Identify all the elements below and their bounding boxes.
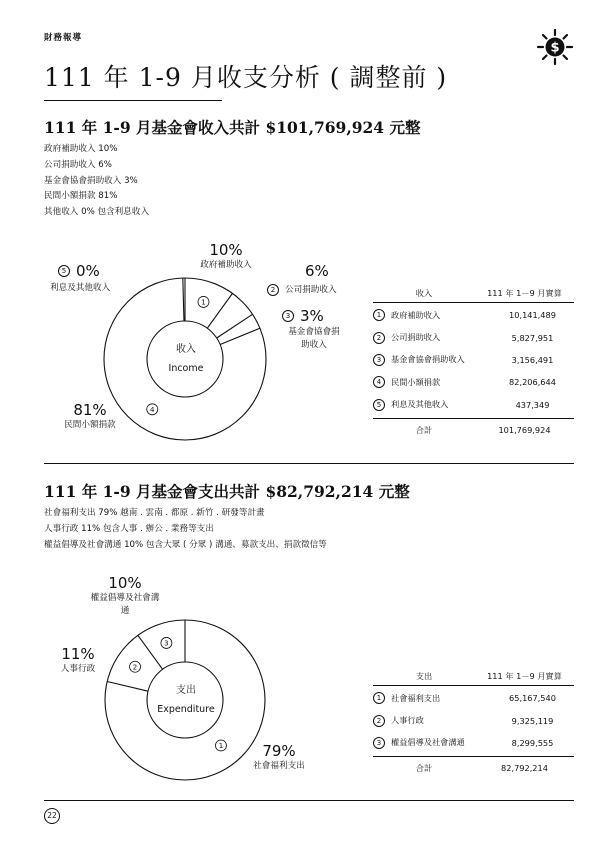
svg-text:$: $ xyxy=(550,40,560,56)
row-marker: 1 xyxy=(373,309,385,321)
income-marker-text-1: 1 xyxy=(201,298,206,307)
income-label-4: 民間小額捐款 xyxy=(64,420,116,430)
income-pct-2: 6% xyxy=(305,262,329,280)
row-marker: 5 xyxy=(373,399,385,411)
total-value: 82,792,214 xyxy=(501,763,548,774)
row-marker: 1 xyxy=(373,692,385,704)
expense-center-zh: 支出 xyxy=(176,685,196,696)
income-note: 基金會協會捐助收入 3% xyxy=(44,175,138,186)
income-pct-4: 81% xyxy=(73,401,107,419)
expense-pct-1: 79% xyxy=(262,742,296,760)
expense-table-col2: 111 年 1－9 月實算 xyxy=(487,671,562,681)
income-note: 其他收入 0% 包含利息收入 xyxy=(44,207,150,218)
expense-label-1: 社會福利支出 xyxy=(253,761,305,771)
income-pct-1: 10% xyxy=(209,241,243,259)
income-label-2: 公司捐助收入 xyxy=(285,285,337,295)
income-marker-text-4: 4 xyxy=(150,405,155,414)
expense-label-3: 權益倡導及社會溝通 xyxy=(90,593,160,616)
income-table-col1: 收入 xyxy=(415,288,433,298)
row-value: 3,156,491 xyxy=(511,354,554,365)
income-label-1: 政府補助收入 xyxy=(200,260,252,270)
row-name: 基金會協會捐助收入 xyxy=(391,354,465,365)
expense-pct-2: 11% xyxy=(61,645,95,663)
row-name: 社會福利支出 xyxy=(391,692,441,703)
page-number: 22 xyxy=(44,808,60,824)
expense-pct-3: 10% xyxy=(108,574,142,592)
table-row xyxy=(373,687,574,709)
income-marker-3: 3 xyxy=(282,310,294,322)
row-value: 10,141,489 xyxy=(509,310,556,321)
income-pct-5: 0% xyxy=(76,262,100,280)
expense-label-2: 人事行政 xyxy=(60,664,96,674)
row-name: 人事行政 xyxy=(391,715,424,726)
row-name: 民間小額捐款 xyxy=(391,376,441,387)
total-label: 合計 xyxy=(415,762,433,773)
expense-heading: 111 年 1-9 月基金會支出共計 $82,792,214 元整 xyxy=(44,482,410,501)
table-row xyxy=(373,709,574,731)
row-value: 65,167,540 xyxy=(509,693,556,704)
expense-slice-2 xyxy=(107,682,148,692)
income-heading: 111 年 1-9 月基金會收入共計 $101,769,924 元整 xyxy=(44,118,421,137)
expense-note: 人事行政 11% 包含人事 . 辦公 . 業務等支出 xyxy=(44,523,214,534)
row-value: 9,325,119 xyxy=(511,715,554,726)
expense-center-en: Expenditure xyxy=(157,703,215,715)
row-value: 5,827,951 xyxy=(511,332,554,343)
total-value: 101,769,924 xyxy=(498,425,551,436)
income-center-zh: 收入 xyxy=(176,344,196,355)
income-marker-5: 5 xyxy=(58,265,70,277)
income-note: 政府補助收入 10% xyxy=(44,144,118,154)
row-value: 8,299,555 xyxy=(511,737,554,748)
expense-table-col1: 支出 xyxy=(415,671,433,681)
expense-marker-text-2: 2 xyxy=(132,663,138,672)
table-total-row xyxy=(373,757,574,779)
expense-note: 權益倡導及社會溝通 10% 包含大眾 ( 分眾 ) 溝通、募款支出、捐款徵信等 xyxy=(44,539,327,550)
row-marker: 2 xyxy=(373,332,385,344)
income-note: 公司捐助收入 6% xyxy=(44,159,112,170)
row-value: 437,349 xyxy=(515,399,550,410)
expense-marker-text-3: 3 xyxy=(164,639,169,648)
row-marker: 3 xyxy=(373,354,385,366)
table-row xyxy=(373,732,574,754)
income-marker-2: 2 xyxy=(267,284,279,296)
row-value: 82,206,644 xyxy=(509,377,556,388)
income-label-5: 利息及其他收入 xyxy=(50,283,111,293)
section-label: 財務報導 xyxy=(44,33,83,43)
income-pct-3: 3% xyxy=(300,307,324,325)
expense-table xyxy=(373,668,574,780)
row-marker: 2 xyxy=(373,715,385,727)
expense-note: 社會福利支出 79% 越南 . 雲南 . 都原 . 新竹 . 研發等計畫 xyxy=(44,508,265,518)
income-table-col2: 111 年 1－9 月實算 xyxy=(487,288,562,298)
page-title: 111 年 1-9 月收支分析 ( 調整前 ) xyxy=(44,63,448,92)
income-note: 民間小額捐款 81% xyxy=(44,191,118,202)
row-marker: 4 xyxy=(373,376,385,388)
income-label-3: 基金會協會捐助收入 xyxy=(288,327,340,350)
income-center-en: Income xyxy=(168,362,204,374)
expense-marker-text-1: 1 xyxy=(218,742,224,751)
row-name: 公司捐助收入 xyxy=(391,332,441,343)
expense-slice-3 xyxy=(138,635,163,669)
row-name: 政府補助收入 xyxy=(391,309,441,320)
footer-divider xyxy=(44,800,574,801)
total-label: 合計 xyxy=(415,424,433,435)
row-marker: 3 xyxy=(373,737,385,749)
row-name: 利息及其他收入 xyxy=(391,399,449,410)
row-name: 權益倡導及社會溝通 xyxy=(391,737,465,748)
expense-table-rule xyxy=(373,685,574,686)
